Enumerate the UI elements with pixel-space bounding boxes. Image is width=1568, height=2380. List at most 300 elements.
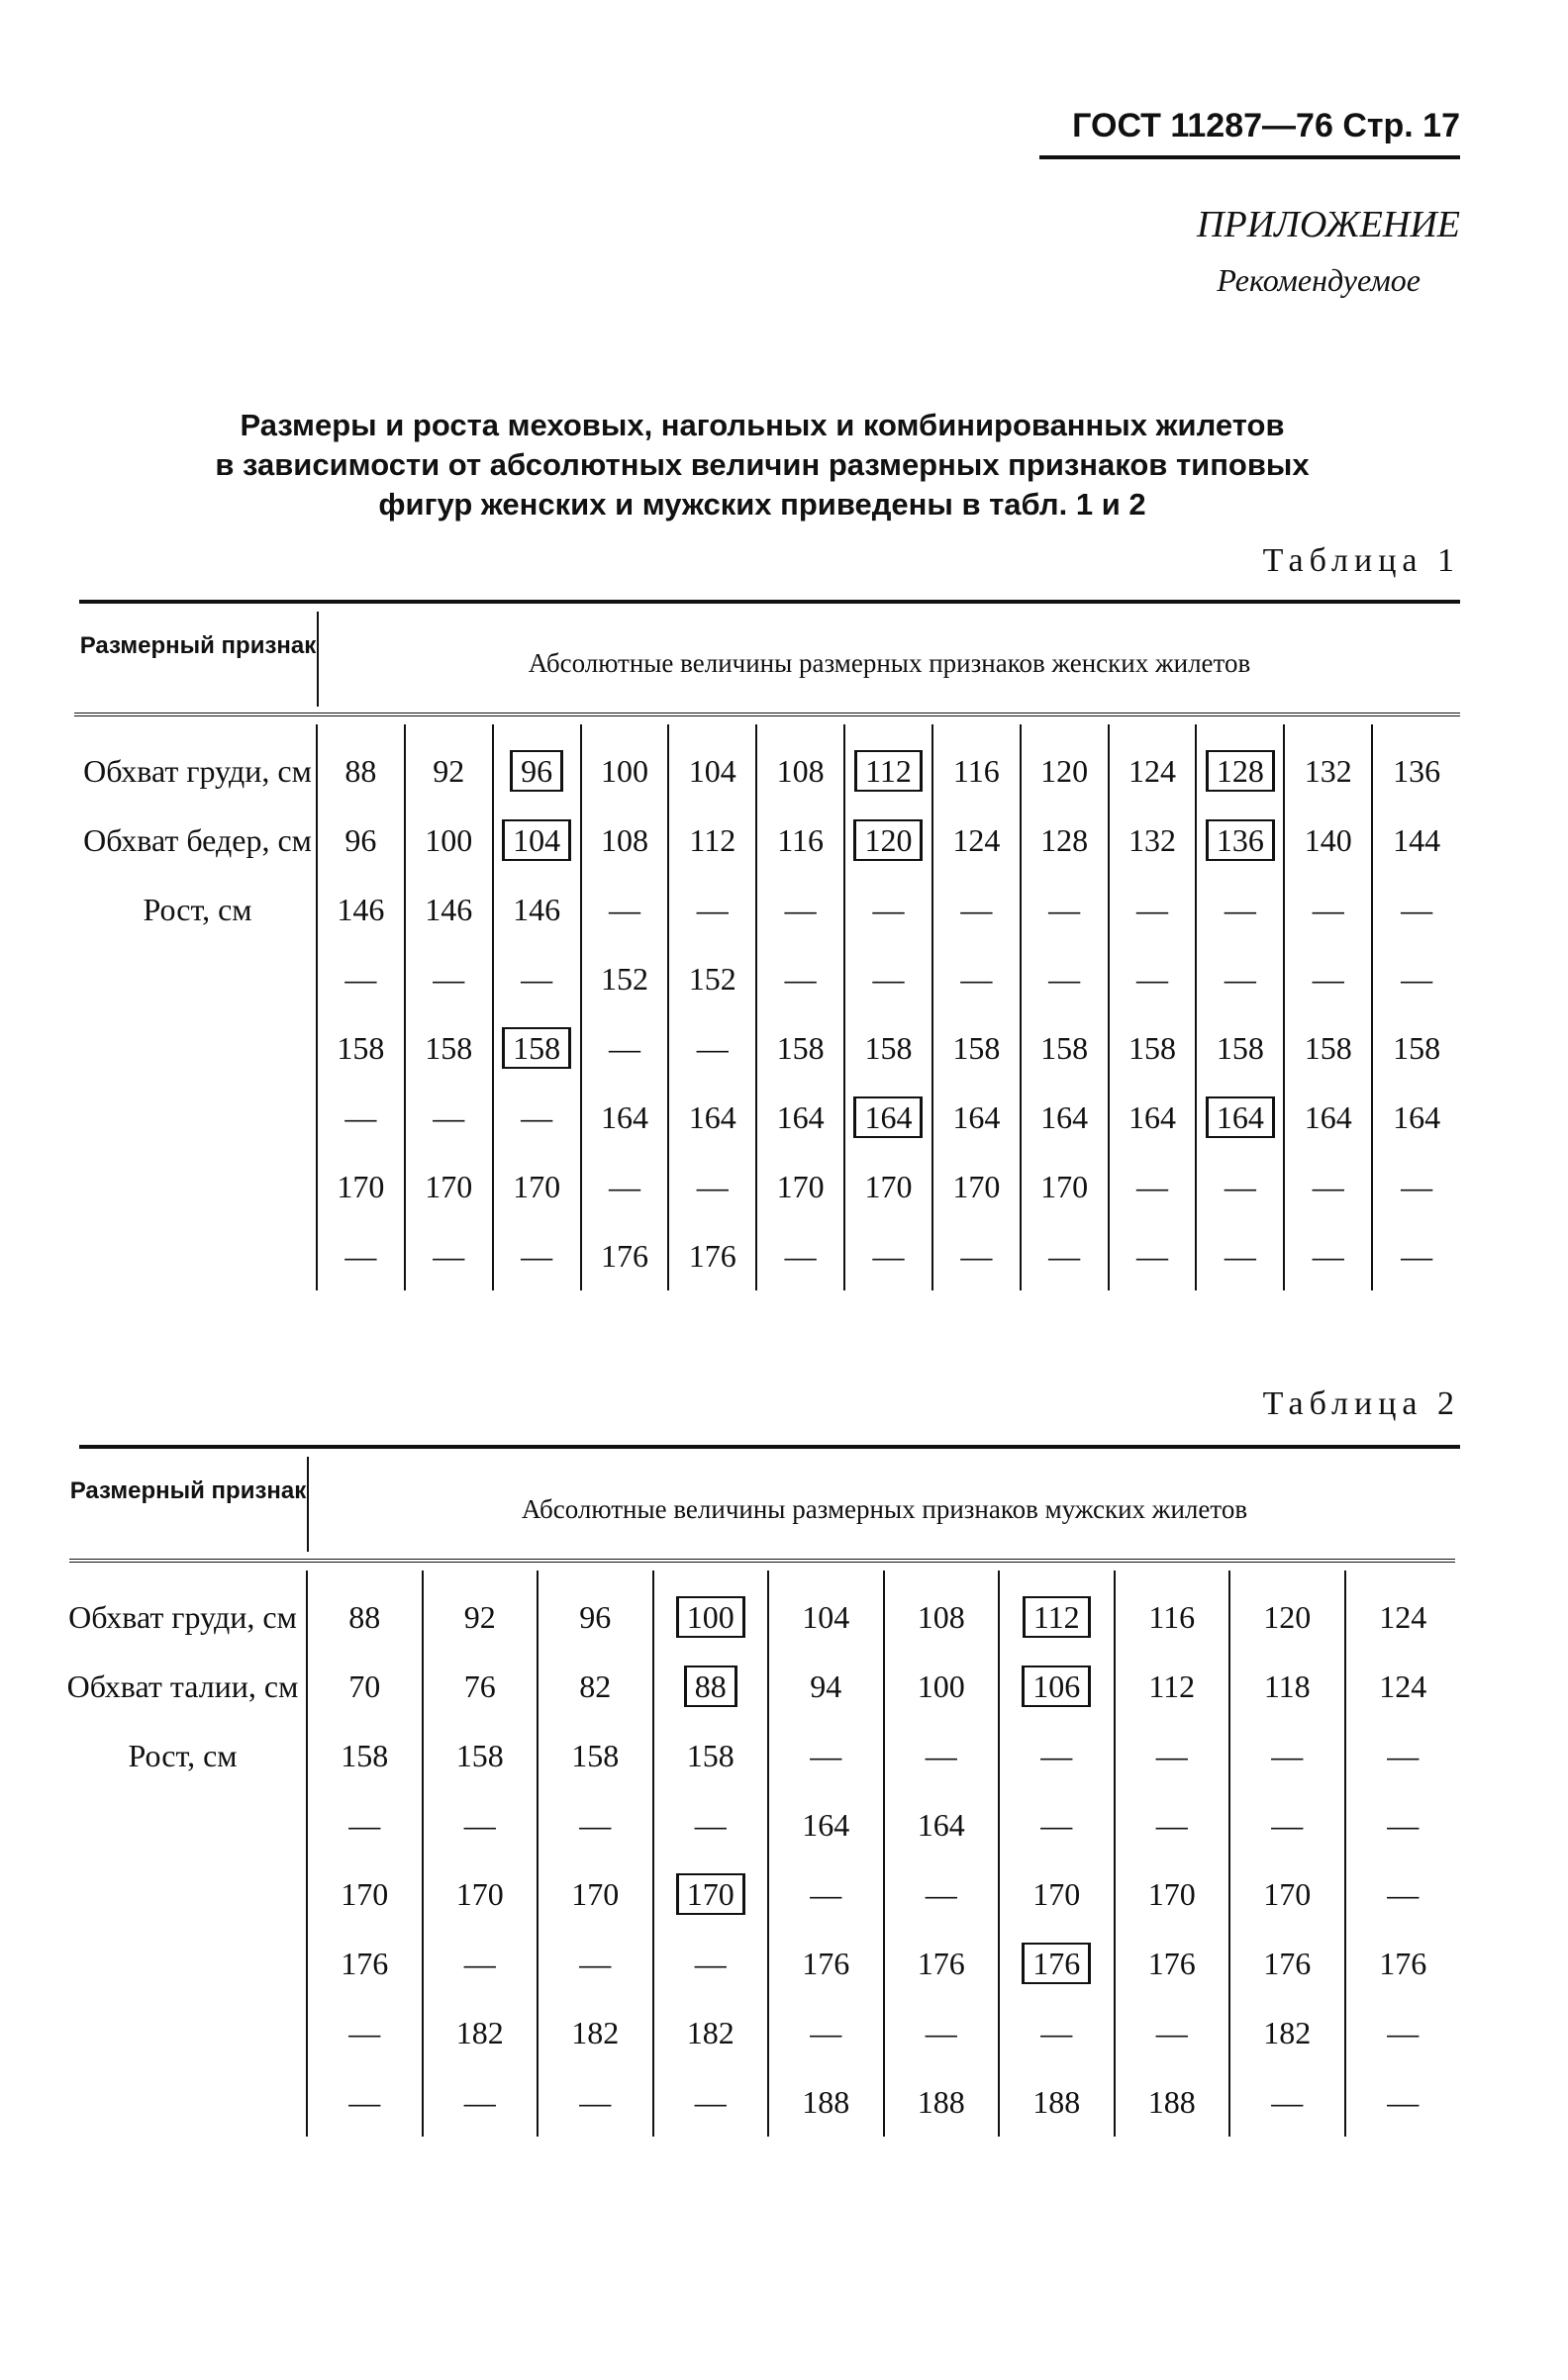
cell-value: 164 — [600, 1098, 648, 1135]
cell-value: 96 — [344, 821, 377, 858]
table2-height-row-cell — [307, 1859, 423, 1929]
cell-value: 158 — [952, 1029, 1001, 1066]
table2-waist-row-cell — [1345, 1652, 1461, 1721]
table1-height-row-cell — [581, 1221, 669, 1290]
table2-chest-row-cell — [1345, 1571, 1461, 1652]
table2-height-row-cell — [653, 2067, 769, 2137]
table1-height-row-cell — [581, 1013, 669, 1083]
cell-value: — — [344, 1237, 377, 1274]
cell-value: 88 — [344, 752, 377, 789]
table2-height-row-cell — [1229, 1859, 1345, 1929]
table2-height-row-cell — [307, 1721, 423, 1790]
table2-waist-row-cell — [1115, 1652, 1230, 1721]
boxed-value: 88 — [684, 1666, 737, 1707]
table2-waist-row — [59, 1652, 1460, 1721]
cell-value: — — [1048, 891, 1081, 927]
table2-height-row-cell — [538, 1790, 653, 1859]
table2-height-row-cell — [768, 1998, 884, 2067]
table2-height-row-cell — [999, 1998, 1115, 2067]
table2-height-row-cell — [1345, 1721, 1461, 1790]
cell-value: 170 — [571, 1875, 620, 1912]
table1-height-row-cell — [1372, 944, 1460, 1013]
cell-value: — — [344, 960, 377, 997]
cell-value: — — [1387, 1806, 1420, 1843]
cell-value: 92 — [463, 1598, 496, 1635]
table1-height-row-cell — [1196, 1152, 1284, 1221]
table2-height-row-cell — [768, 1859, 884, 1929]
boxed-value: 176 — [1022, 1943, 1091, 1984]
cell-value: — — [1040, 1806, 1073, 1843]
cell-value: — — [810, 2014, 842, 2050]
cell-value: — — [1136, 960, 1169, 997]
cell-value: — — [1040, 1737, 1073, 1773]
table2-height-row-cell — [768, 2067, 884, 2137]
boxed-value: 164 — [1206, 1096, 1275, 1138]
cell-value: — — [872, 891, 905, 927]
boxed-value: 112 — [1023, 1596, 1091, 1638]
cell-value: 108 — [917, 1598, 965, 1635]
table1-height-row-cell — [1284, 944, 1372, 1013]
cell-value: — — [694, 1806, 727, 1843]
title-line-3: фигур женских и мужских приведены в табл. 1 и 2 — [378, 487, 1146, 522]
table1-height-row-cell — [317, 1083, 405, 1152]
table2-height-row-cell — [999, 2067, 1115, 2137]
table1-height-row-cell — [668, 875, 756, 944]
table1-height-row-cell — [317, 1221, 405, 1290]
table2-height-row — [59, 1929, 1460, 1998]
cell-value: 158 — [341, 1737, 389, 1773]
table1-height-row-cell — [844, 1221, 932, 1290]
table2-height-row-cell — [307, 1790, 423, 1859]
title-line-1: Размеры и роста меховых, нагольных и комбинированных жилетов — [240, 408, 1285, 442]
table1-chest-row-cell — [317, 724, 405, 806]
cell-value: 158 — [686, 1737, 735, 1773]
table1-hips-row-cell — [668, 806, 756, 875]
cell-value: — — [1040, 2014, 1073, 2050]
table1-chest-row-cell — [668, 724, 756, 806]
cell-value: 82 — [579, 1667, 612, 1704]
cell-value: — — [925, 1875, 957, 1912]
table1-chest-row-cell — [1372, 724, 1460, 806]
table2-chest-row-cell — [884, 1571, 1000, 1652]
cell-value: 128 — [1040, 821, 1089, 858]
cell-value: — — [579, 1806, 612, 1843]
table1-chest-row-cell — [756, 724, 844, 806]
table1-height-row-cell — [1372, 875, 1460, 944]
cell-value: 96 — [579, 1598, 612, 1635]
table2-height-row-cell — [1115, 2067, 1230, 2137]
cell-value: 170 — [1147, 1875, 1196, 1912]
table2-height-row-cell — [653, 1790, 769, 1859]
table2-waist-row-cell — [653, 1652, 769, 1721]
table1-height-row-cell — [405, 1152, 493, 1221]
page-header — [1039, 107, 1460, 159]
table1-chest-row-cell — [493, 724, 581, 806]
table1-hips-row-cell — [493, 806, 581, 875]
table1-header-text: Абсолютные величины размерных признаков женских жилетов — [528, 648, 1251, 678]
cell-value: 158 — [571, 1737, 620, 1773]
table2-waist-row-cell — [423, 1652, 539, 1721]
table2-height-row-cell — [999, 1790, 1115, 1859]
cell-value: 158 — [337, 1029, 385, 1066]
cell-value: — — [696, 1029, 729, 1066]
appendix-title: ПРИЛОЖЕНИЕ — [1197, 204, 1460, 245]
boxed-value: 164 — [853, 1096, 923, 1138]
table2-waist-row-label: Обхват талии, см — [66, 1668, 299, 1704]
cell-value: — — [1136, 891, 1169, 927]
cell-value: — — [1271, 1806, 1304, 1843]
cell-value: 170 — [513, 1168, 561, 1204]
table2-height-row-cell — [1229, 1998, 1345, 2067]
table1-hips-row-cell — [581, 806, 669, 875]
table2-height-row-cell — [653, 1998, 769, 2067]
cell-value: 188 — [1147, 2083, 1196, 2120]
cell-value: — — [1312, 1168, 1344, 1204]
table1-height-row-cell — [493, 944, 581, 1013]
table1-chest-row-cell — [405, 724, 493, 806]
cell-value: — — [1155, 2014, 1188, 2050]
table1-height-row — [79, 875, 1460, 944]
table2-height-row-cell — [999, 1929, 1115, 1998]
table2-height-row-cell — [1229, 1929, 1345, 1998]
table2-height-row-cell — [307, 1929, 423, 1998]
table1-height-row — [79, 1152, 1460, 1221]
table2-height-row-cell — [1229, 2067, 1345, 2137]
table1-height-row-label — [79, 1221, 317, 1290]
table1 — [79, 724, 1460, 1290]
cell-value: 158 — [425, 1029, 473, 1066]
table2-height-row-cell — [1229, 1721, 1345, 1790]
cell-value: 124 — [1128, 752, 1177, 789]
table1-caption: Таблица 1 — [1262, 542, 1460, 579]
table2-height-row-cell — [538, 1721, 653, 1790]
table1-height-row-cell — [493, 1013, 581, 1083]
table2-height-row-cell — [1345, 2067, 1461, 2137]
boxed-value: 96 — [510, 750, 563, 792]
table1-height-row-cell — [668, 944, 756, 1013]
table1-height-row-cell — [493, 1221, 581, 1290]
table2-height-row-cell — [653, 1721, 769, 1790]
table1-hips-row-cell — [932, 806, 1021, 875]
table2-height-row-label: Рост, см — [128, 1738, 238, 1773]
table2-height-row-label — [59, 1929, 307, 1998]
cell-value: 176 — [600, 1237, 648, 1274]
cell-value: — — [925, 1737, 957, 1773]
boxed-value: 112 — [854, 750, 923, 792]
cell-value: 104 — [802, 1598, 850, 1635]
cell-value: — — [960, 960, 993, 997]
table1-hips-row-cell — [756, 806, 844, 875]
table2-waist-row-cell — [884, 1652, 1000, 1721]
table2-height-row-cell — [1229, 1790, 1345, 1859]
table1-chest-row-cell — [1284, 724, 1372, 806]
cell-value: 152 — [688, 960, 736, 997]
table1-height-row-cell — [1284, 1152, 1372, 1221]
table1-height-row-cell — [1284, 1083, 1372, 1152]
cell-value: 116 — [1148, 1598, 1196, 1635]
table1-height-row-cell — [493, 1152, 581, 1221]
cell-value: 92 — [433, 752, 465, 789]
table1-height-row-label — [79, 1013, 317, 1083]
table1-height-row — [79, 1083, 1460, 1152]
table1-height-row-cell — [1021, 875, 1109, 944]
cell-value: 164 — [1304, 1098, 1352, 1135]
cell-value: — — [1387, 1875, 1420, 1912]
table1-top-rule — [79, 600, 1460, 604]
table1-height-row-cell — [844, 944, 932, 1013]
cell-value: — — [1155, 1806, 1188, 1843]
table1-height-row-cell — [317, 1013, 405, 1083]
cell-value: 188 — [802, 2083, 850, 2120]
table1-height-row-cell — [1109, 1013, 1197, 1083]
table2-height-row — [59, 1998, 1460, 2067]
cell-value: 170 — [455, 1875, 504, 1912]
table2-height-row-cell — [538, 1929, 653, 1998]
table1-chest-row-cell — [581, 724, 669, 806]
cell-value: — — [1387, 2083, 1420, 2120]
cell-value: 136 — [1393, 752, 1441, 789]
table1-chest-row-cell — [844, 724, 932, 806]
table1-hips-row-label: Обхват бедер, см — [83, 822, 312, 858]
table1-height-row-cell — [405, 1083, 493, 1152]
table1-height-row-cell — [932, 1152, 1021, 1221]
cell-value: 132 — [1128, 821, 1177, 858]
table2-height-row — [59, 1790, 1460, 1859]
table1-height-row-cell — [756, 875, 844, 944]
table2-height-row-cell — [307, 2067, 423, 2137]
boxed-value: 120 — [853, 819, 923, 861]
cell-value: 158 — [1304, 1029, 1352, 1066]
table2-height-row-cell — [999, 1721, 1115, 1790]
table1-height-row-cell — [844, 1083, 932, 1152]
table1-height-row-cell — [932, 1083, 1021, 1152]
cell-value: 164 — [1040, 1098, 1089, 1135]
table2-height-row-cell — [538, 1998, 653, 2067]
cell-value: 182 — [455, 2014, 504, 2050]
cell-value: — — [872, 960, 905, 997]
table2-height-row-label — [59, 1998, 307, 2067]
cell-value: — — [1224, 960, 1256, 997]
table1-height-row-cell — [1372, 1221, 1460, 1290]
cell-value: 188 — [1032, 2083, 1081, 2120]
table2-chest-row-cell — [1229, 1571, 1345, 1652]
cell-value: — — [1401, 1168, 1433, 1204]
boxed-value: 106 — [1022, 1666, 1091, 1707]
cell-value: — — [463, 1806, 496, 1843]
cell-value: 144 — [1393, 821, 1441, 858]
cell-value: — — [463, 2083, 496, 2120]
table2-height-row-cell — [538, 2067, 653, 2137]
table1-height-row-cell — [668, 1152, 756, 1221]
table2-height-row-cell — [1115, 1929, 1230, 1998]
cell-value: 158 — [455, 1737, 504, 1773]
cell-value: — — [608, 1168, 640, 1204]
cell-value: — — [960, 1237, 993, 1274]
table1-height-row-label — [79, 1152, 317, 1221]
table1-height-row-cell — [668, 1221, 756, 1290]
cell-value: — — [1048, 960, 1081, 997]
table2-height-row-label — [59, 1859, 307, 1929]
table2-height-row-cell — [1345, 1929, 1461, 1998]
cell-value: 170 — [425, 1168, 473, 1204]
cell-value: — — [1136, 1237, 1169, 1274]
title-line-2: в зависимости от абсолютных величин размерных признаков типовых — [215, 447, 1310, 482]
table1-height-row-label — [79, 1083, 317, 1152]
table2-height-row-cell — [768, 1929, 884, 1998]
cell-value: — — [1155, 1737, 1188, 1773]
table1-height-row-cell — [1284, 1221, 1372, 1290]
cell-value: 100 — [600, 752, 648, 789]
cell-value: 70 — [348, 1667, 381, 1704]
cell-value: 100 — [425, 821, 473, 858]
table1-height-row-cell — [1109, 1083, 1197, 1152]
cell-value: — — [1224, 891, 1256, 927]
cell-value: — — [348, 2014, 381, 2050]
table1-height-row-cell — [1109, 944, 1197, 1013]
table1-hips-row-cell — [1284, 806, 1372, 875]
table2-height-row-cell — [1115, 1721, 1230, 1790]
cell-value: — — [521, 1098, 553, 1135]
cell-value: — — [579, 1945, 612, 1981]
table1-height-row-cell — [756, 1152, 844, 1221]
table1-height-row-label — [79, 944, 317, 1013]
table1-hips-row-cell — [1109, 806, 1197, 875]
table1-header-rule — [74, 713, 1460, 719]
table1-height-row-cell — [756, 1013, 844, 1083]
table2-height-row-cell — [538, 1859, 653, 1929]
cell-value: — — [694, 1945, 727, 1981]
doc-number: ГОСТ 11287—76 — [1072, 107, 1333, 144]
table1-hips-row — [79, 806, 1460, 875]
cell-value: 164 — [952, 1098, 1001, 1135]
cell-value: 176 — [917, 1945, 965, 1981]
cell-value: 132 — [1304, 752, 1352, 789]
table1-height-row-cell — [756, 1221, 844, 1290]
table1-chest-row-cell — [1021, 724, 1109, 806]
table2-waist-row-cell — [1229, 1652, 1345, 1721]
table2-chest-row-cell — [999, 1571, 1115, 1652]
cell-value: 158 — [1216, 1029, 1264, 1066]
cell-value: 170 — [337, 1168, 385, 1204]
cell-value: 146 — [337, 891, 385, 927]
cell-value: 108 — [776, 752, 825, 789]
cell-value: 164 — [1393, 1098, 1441, 1135]
table1-hips-row-cell — [1372, 806, 1460, 875]
table1-height-row-cell — [844, 1013, 932, 1083]
appendix-subtitle: Рекомендуемое — [1217, 262, 1421, 298]
table1-height-row-cell — [668, 1013, 756, 1083]
cell-value: 176 — [1379, 1945, 1427, 1981]
table2-waist-row-cell — [307, 1652, 423, 1721]
cell-value: 76 — [463, 1667, 496, 1704]
table1-height-row-cell — [493, 875, 581, 944]
cell-value: 182 — [571, 2014, 620, 2050]
cell-value: — — [1048, 1237, 1081, 1274]
cell-value: — — [784, 891, 817, 927]
cell-value: — — [694, 2083, 727, 2120]
table2-chest-row — [59, 1571, 1460, 1652]
table1-height-row-cell — [1109, 875, 1197, 944]
cell-value: — — [521, 1237, 553, 1274]
table2-height-row-cell — [1115, 1859, 1230, 1929]
boxed-value: 100 — [676, 1596, 745, 1638]
table2-chest-row-cell — [653, 1571, 769, 1652]
cell-value: 176 — [1263, 1945, 1312, 1981]
table2-height-row-cell — [1115, 1790, 1230, 1859]
cell-value: — — [463, 1945, 496, 1981]
boxed-value: 136 — [1206, 819, 1275, 861]
table1-chest-row — [79, 724, 1460, 806]
table1-chest-row-cell — [1196, 724, 1284, 806]
table2-height-row — [59, 2067, 1460, 2137]
table1-height-row-cell — [756, 944, 844, 1013]
cell-value: — — [784, 1237, 817, 1274]
cell-value: 170 — [776, 1168, 825, 1204]
table1-chest-row-cell — [1109, 724, 1197, 806]
cell-value: 182 — [686, 2014, 735, 2050]
table1-height-row-cell — [1284, 1013, 1372, 1083]
table1-height-row-cell — [317, 944, 405, 1013]
cell-value: — — [608, 891, 640, 927]
cell-value: 158 — [1040, 1029, 1089, 1066]
table1-height-row-cell — [1372, 1152, 1460, 1221]
table1-height-row-label: Рост, см — [143, 892, 252, 927]
cell-value: 124 — [1379, 1667, 1427, 1704]
cell-value: — — [1401, 960, 1433, 997]
table2-height-row-cell — [423, 2067, 539, 2137]
table1-header-label: Размерный признак — [79, 632, 317, 659]
document-title — [148, 406, 1376, 524]
table1-height-row-cell — [1196, 1013, 1284, 1083]
cell-value: 88 — [348, 1598, 381, 1635]
table1-height-row-cell — [1196, 1083, 1284, 1152]
table2-chest-row-cell — [768, 1571, 884, 1652]
table2-height-row-cell — [768, 1790, 884, 1859]
cell-value: — — [810, 1875, 842, 1912]
cell-value: 158 — [1128, 1029, 1177, 1066]
table1-height-row-cell — [1196, 1221, 1284, 1290]
table1-height-row-cell — [668, 1083, 756, 1152]
cell-value: 170 — [952, 1168, 1001, 1204]
cell-value: 170 — [864, 1168, 913, 1204]
table1-height-row-cell — [581, 1083, 669, 1152]
table1-height-row-cell — [844, 1152, 932, 1221]
table2-height-row-cell — [884, 2067, 1000, 2137]
table1-height-row-cell — [1109, 1221, 1197, 1290]
cell-value: 164 — [688, 1098, 736, 1135]
cell-value: 170 — [1032, 1875, 1081, 1912]
cell-value: 158 — [1393, 1029, 1441, 1066]
cell-value: 152 — [600, 960, 648, 997]
table1-height-row-cell — [1196, 875, 1284, 944]
boxed-value: 104 — [502, 819, 571, 861]
table1-height-row-cell — [1021, 1013, 1109, 1083]
table1-height-row-cell — [1021, 1152, 1109, 1221]
table1-height-row-cell — [1372, 1083, 1460, 1152]
cell-value: — — [925, 2014, 957, 2050]
table1-height-row-cell — [1372, 1013, 1460, 1083]
table1-height-row-cell — [932, 1013, 1021, 1083]
cell-value: — — [1312, 891, 1344, 927]
cell-value: 140 — [1304, 821, 1352, 858]
table1-chest-row-cell — [932, 724, 1021, 806]
cell-value: — — [1312, 960, 1344, 997]
table1-height-row-cell — [1109, 1152, 1197, 1221]
cell-value: — — [348, 2083, 381, 2120]
table2-header-rule — [69, 1559, 1455, 1566]
table2-height-row-cell — [884, 1790, 1000, 1859]
table2-height-row-cell — [884, 1929, 1000, 1998]
